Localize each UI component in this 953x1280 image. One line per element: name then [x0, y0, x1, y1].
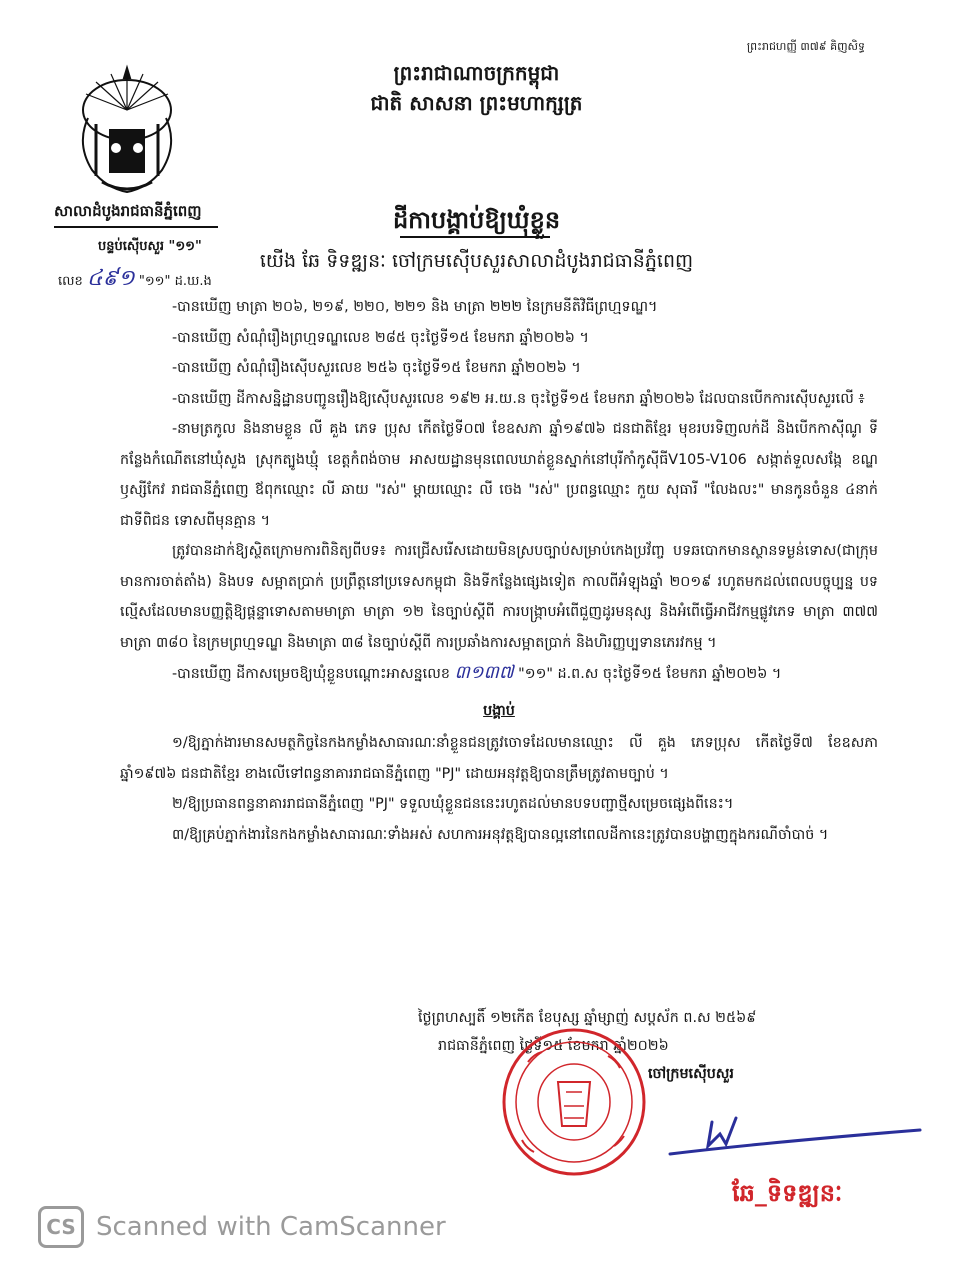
document-subtitle: យើង ឆែ ទិទឌ្ឍនៈ ចៅក្រមស៊ើបសួរសាលាដំបូងរាជធានីភ្នំពេញ [259, 250, 694, 272]
kingdom-title: ព្រះរាជាណាចក្រកម្ពុជា [393, 61, 560, 85]
order-2: ២/ឱ្យប្រធានពន្ធនាគាររាជធានីភ្នំពេញ "PJ" ទទួលឃុំខ្លួនជននេះរហូតដល់មានបទបញ្ជាថ្មីសម្រេចផ្សេងពីនេះ។ [172, 796, 734, 812]
signature-icon [650, 1094, 930, 1174]
judge-name: ឆែ_ទិទឌ្ឍនៈ [732, 1179, 843, 1207]
document-body [120, 292, 878, 850]
paragraph-7-tail: "១១" ដ.ព.ស ចុះថ្ងៃទី១៥ ខែមករា ឆ្នាំ២០២៦ ។ [513, 666, 782, 682]
order-3: ៣/ឱ្យគ្រប់ភ្នាក់ងារនៃកងកម្លាំងសាធារណៈទាំងអស់ សហការអនុវត្តឱ្យបានល្អនៅពេលដីកានេះត្រូវបានបង្ហាញក្នុងករណីចាំបាច់ ។ [172, 826, 829, 843]
camscanner-text: Scanned with CamScanner [96, 1212, 446, 1242]
lunar-date: ថ្ងៃព្រហស្បតិ៍ ១២កើត ខែបុស្ស ឆ្នាំម្សាញ់ សប្តស័ក ព.ស ២៥៦៩ [418, 1010, 757, 1026]
paragraph-7-lead: -បានឃើញ ដីកាសម្រេចឱ្យឃុំខ្លួនបណ្តោះអាសន្នលេខ [172, 666, 455, 682]
order-1: ១/ឱ្យភ្នាក់ងារមានសមត្ថកិច្ចនៃកងកម្លាំងសាធារណៈនាំខ្លួនជនត្រូវចោទដែលមានឈ្មោះ លី គួង ភេទប្រុស កើតថ្ងៃទី៧ ខែឧសភា ឆ្នាំ១៩៧៦ ជនជាតិខ្មែរ ខាងលើទៅពន្ធនាគាររាជធានីភ្នំពេញ "PJ" ដោយអនុវត្តឱ្យបានត្រឹមត្រូវតាមច្បាប់ ។ [120, 735, 878, 782]
registry-label: បន្ទប់ស៊ើបសួរ "១១" [98, 239, 202, 254]
place-date: រាជធានីភ្នំពេញ ថ្ងៃទី១៥ ខែមករា ឆ្នាំ២០២៦ [438, 1038, 669, 1054]
royal-emblem-icon [66, 64, 188, 198]
top-right-note: ព្រះរាជហញ្ញី ៣៧៩ គិញសិទ្ធ [746, 40, 865, 53]
order-heading: បង្គាប់ [483, 702, 515, 719]
ref-prefix: លេខ [58, 274, 83, 289]
document-title: ដីកាបង្គាប់ឱ្យឃុំខ្លួន [392, 206, 561, 234]
paragraph-7-handwritten-number: ៣១៣៧ [454, 662, 514, 683]
kingdom-motto: ជាតិ សាសនា ព្រះមហាក្សត្រ [370, 91, 583, 115]
camscanner-watermark [38, 1206, 446, 1248]
paragraph-6: ត្រូវបានដាក់ឱ្យស្ថិតក្រោមការពិនិត្យពីបទ៖ ការជ្រើសរើសដោយមិនស្របច្បាប់សម្រាប់កេងប្រវ័ញ្ច បទឆបោកមានស្ថានទម្ងន់ទោស(ជាក្រុមមានការចាត់តាំង) និងបទ សម្អាតប្រាក់ ប្រព្រឹត្តនៅប្រទេសកម្ពុជា និងទីកន្លែងផ្សេងទៀត កាលពីអំឡុងឆ្នាំ ២០១៩ រហូតមកដល់ពេលបច្ចុប្បន្ន បទល្មើសដែលមានបញ្ញត្តិឱ្យផ្តន្ទាទោសតាមមាត្រា មាត្រា ១២ នៃច្បាប់ស្តីពី ការបង្ក្រាបអំពើជួញដូរមនុស្ស និងអំពើធ្វើអាជីវកម្មផ្លូវភេទ មាត្រា ៣៧៧ មាត្រា ៣៨០ នៃក្រមព្រហ្មទណ្ឌ និងមាត្រា ៣៨ នៃច្បាប់ស្តីពី ការប្រឆាំងការសម្អាតប្រាក់ និងហិរញ្ញប្បទានភេរវកម្ម ។ [120, 543, 878, 651]
paragraph-7 [120, 658, 878, 690]
title-underline [400, 236, 550, 238]
camscanner-logo-icon: CS [38, 1206, 84, 1248]
paragraph-2: -បានឃើញ សំណុំរឿងព្រហ្មទណ្ឌលេខ ២៨៥ ចុះថ្ងៃទី១៥ ខែមករា ឆ្នាំ២០២៦ ។ [172, 329, 589, 346]
court-name: សាលាដំបូងរាជធានីភ្នំពេញ [54, 202, 202, 220]
paragraph-5: -នាមត្រកូល និងនាមខ្លួន លី គួង ភេទ ប្រុស កើតថ្ងៃទី០៧ ខែឧសភា ឆ្នាំ១៩៧៦ ជនជាតិខ្មែរ មុខរបរទិញលក់ដី និងបើកកាស៊ីណូ ទីកន្លែងកំណើតនៅឃុំសួង ស្រុកត្បូងឃ្មុំ ខេត្តកំពង់ចាម អាសយដ្ឋានមុនពេលឃាត់ខ្លួនស្នាក់នៅបុរីកាំកូស៊ីធីV105-V106 សង្កាត់ទួលសង្កែ ខណ្ឌឫស្សីកែវ រាជធានីភ្នំពេញ ឪពុកឈ្មោះ លី ឆាយ "រស់" ម្តាយឈ្មោះ លី ចេង "រស់" ប្រពន្ធឈ្មោះ កួយ សុធារី "លែងលះ" មានកូនចំនួន ៤នាក់ ជាទីពិជន ទោសពីមុនគ្មាន ។ [120, 421, 878, 529]
ref-suffix: "១១" ដ.ឃ.ង [138, 274, 212, 289]
paragraph-3: -បានឃើញ សំណុំរឿងស៊ើបសួរលេខ ២៥៦ ចុះថ្ងៃទី១៥ ខែមករា ឆ្នាំ២០២៦ ។ [172, 360, 581, 376]
paragraph-1: -បានឃើញ មាត្រា ២០៦, ២១៩, ២២០, ២២១ និង មាត្រា ២២២ នៃក្រមនីតិវិធីព្រហ្មទណ្ឌ។ [172, 299, 658, 315]
ref-number-handwritten: ៤៩១ [86, 266, 135, 291]
signer-title: ចៅក្រមស៊ើបសួរ [648, 1066, 734, 1082]
paragraph-4: -បានឃើញ ដីកាសន្និដ្ឋានបញ្ជូនរឿងឱ្យស៊ើបសួរលេខ ១៩២ អ.យ.ន ចុះថ្ងៃទី១៥ ខែមករា ឆ្នាំ២០២៦ ដែលបានបើកការស៊ើបសួរលើ ៖ [172, 390, 865, 407]
